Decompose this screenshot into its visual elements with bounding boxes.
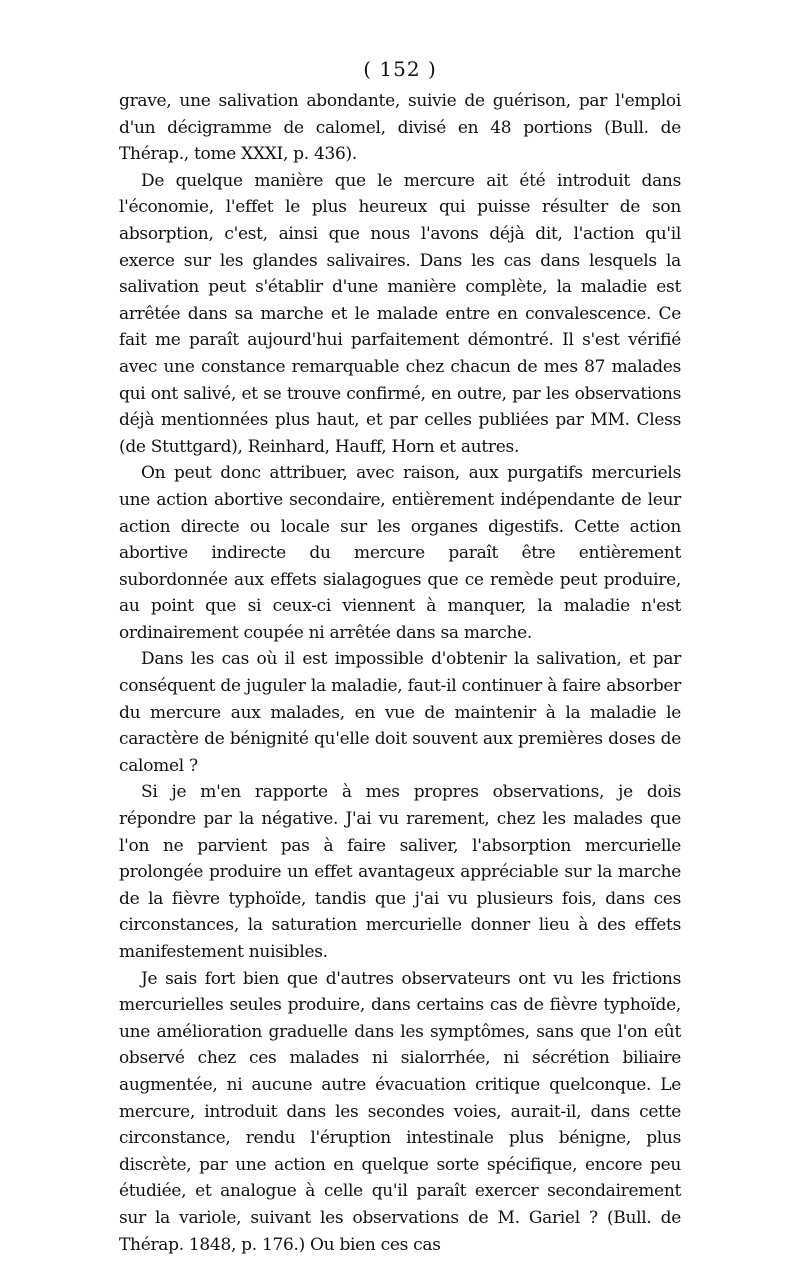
body-text (119, 88, 681, 1258)
paragraph-6: Je sais fort bien que d'autres observateurs ont vu les frictions mercurielles seules produire, dans certains cas de fièvre typhoïde, une amélioration graduelle dans les symptômes, sans que l'on eût observé chez ces malades ni sialorrhée, ni sécrétion biliaire augmentée, ni aucune autre évacuation critique quelconque. Le mercure, introduit dans les secondes voies, aurait-il, dans cette circonstance, rendu l'éruption intestinale plus bénigne, plus discrète, par une action en quelque sorte spécifique, encore peu étudiée, et analogue à celle qu'il paraît exercer secondairement sur la variole, suivant les observations de M. Gariel ? (Bull. de Thérap. 1848, p. 176.) Ou bien ces cas (119, 968, 681, 1255)
paragraph-1: grave, une salivation abondante, suivie de guérison, par l'emploi d'un décigramme de calomel, divisé en 48 portions (Bull. de Thérap., tome XXXI, p. 436). (119, 91, 681, 165)
paragraph-4: Dans les cas où il est impossible d'obtenir la salivation, et par conséquent de juguler la maladie, faut-il continuer à faire absorber du mercure aux malades, en vue de maintenir à la maladie le caractère de bénignité qu'elle doit souvent aux premières doses de calomel ? (119, 649, 681, 776)
page-number: ( 152 ) (363, 57, 437, 81)
paragraph-3: On peut donc attribuer, avec raison, aux purgatifs mercuriels une action abortive secondaire, entièrement indépendante de leur action directe ou locale sur les organes digestifs. Cette action abortive indirecte du mercure paraît être entièrement subordonnée aux effets sialagogues que ce remède peut produire, au point que si ceux-ci viennent à manquer, la maladie n'est ordinairement coupée ni arrêtée dans sa marche. (119, 463, 681, 643)
paragraph-2: De quelque manière que le mercure ait été introduit dans l'économie, l'effet le plus heureux qui puisse résulter de son absorption, c'est, ainsi que nous l'avons déjà dit, l'action qu'il exerce sur les glandes salivaires. Dans les cas dans lesquels la salivation peut s'établir d'une manière complète, la maladie est arrêtée dans sa marche et le malade entre en convalescence. Ce fait me paraît aujourd'hui parfaitement démontré. Il s'est vérifié avec une constance remarquable chez chacun de mes 87 malades qui ont salivé, et se trouve confirmé, en outre, par les observations déjà mentionnées plus haut, et par celles publiées par MM. Cless (de Stuttgard), Reinhard, Hauff, Horn et autres. (119, 170, 681, 457)
paragraph-5: Si je m'en rapporte à mes propres observations, je dois répondre par la négative. J'ai vu rarement, chez les malades que l'on ne parvient pas à faire saliver, l'absorption mercurielle prolongée produire un effet avantageux appréciable sur la marche de la fièvre typhoïde, tandis que j'ai vu plusieurs fois, dans ces circonstances, la saturation mercurielle donner lieu à des effets manifestement nuisibles. (119, 782, 681, 962)
